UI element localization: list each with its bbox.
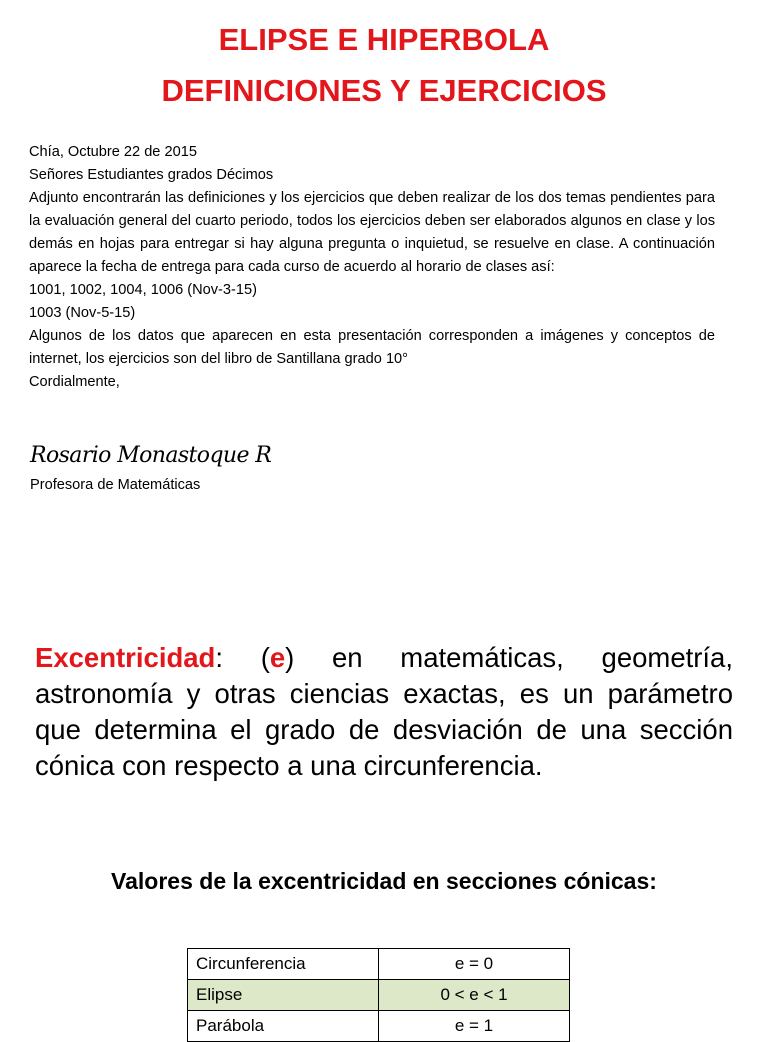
table-cell-value: 0 < e < 1 <box>379 980 570 1011</box>
eccentricity-definition <box>35 640 733 784</box>
definition-text: ) en matemáticas, geometría, astronomía y otras ciencias exactas, es un parámetro que determina el grado de desviación de una sección cónica con respecto a una circunferencia. <box>35 642 733 781</box>
table-heading: Valores de la excentricidad en secciones cónicas: <box>111 868 657 894</box>
letter-date: Chía, Octubre 22 de 2015 <box>29 144 197 160</box>
table-row <box>188 980 570 1011</box>
table-row <box>188 1011 570 1042</box>
title-line-2: DEFINICIONES Y EJERCICIOS <box>161 73 607 108</box>
letter-closing: Cordialmente, <box>29 374 120 390</box>
eccentricity-table <box>187 948 570 1042</box>
signature-role: Profesora de Matemáticas <box>30 477 201 493</box>
term-label: Excentricidad <box>35 642 216 673</box>
table-cell-value: e = 0 <box>379 949 570 980</box>
table-cell-name: Elipse <box>188 980 379 1011</box>
title-line-1: ELIPSE E HIPERBOLA <box>218 22 550 57</box>
symbol-label: e <box>269 642 286 673</box>
slide-2 <box>0 610 768 1035</box>
letter-body <box>29 141 715 394</box>
letter-greeting: Señores Estudiantes grados Décimos <box>29 167 274 183</box>
table-cell-value: e = 1 <box>379 1011 570 1042</box>
table-cell-name: Parábola <box>188 1011 379 1042</box>
letter-dates-group-1: 1001, 1002, 1004, 1006 (Nov-3-15) <box>29 282 257 298</box>
table-row <box>188 949 570 980</box>
term-colon: : ( <box>215 642 270 673</box>
letter-dates-group-2: 1003 (Nov-5-15) <box>29 305 136 321</box>
letter-note: Algunos de los datos que aparecen en esta presentación corresponden a imágenes y conceptos de internet, los ejercicios son del libro de Santillana grado 10° <box>29 328 715 367</box>
signature: Rosario Monastoque R <box>30 443 272 468</box>
table-cell-name: Circunferencia <box>188 949 379 980</box>
letter-paragraph: Adjunto encontrarán las definiciones y los ejercicios que deben realizar de los dos temas pendientes para la evaluación general del cuarto periodo, todos los ejercicios deben ser elaborados algunos en clase y los demás en hojas para entregar si hay alguna pregunta o inquietud, se resuelve en clase. A continuación aparece la fecha de entrega para cada curso de acuerdo al horario de clases así: <box>29 190 715 275</box>
